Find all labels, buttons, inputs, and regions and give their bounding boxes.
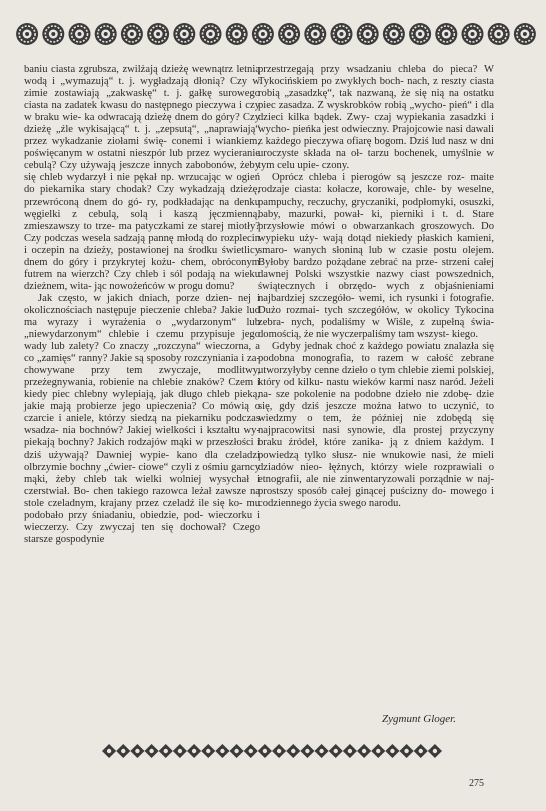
paragraph-left-2: Jak często, w jakich dniach, porze dzien- nej i okolicznościach następuje pieczenie chleba? Jakie lud ma wyrazy i wyrażenia o „wydarzonym“ lub „niewydarzonym“ chlebie i czemu przypisuje jego wady lub zalety? Co znaczy „rozczyna“ wieczorna, a co „zamięs“ ranny? Jakie są sposoby rozczyniania i za- chowywane przy tem zwyczaje, modlitwy, przeżegnywania, robienie na chlebie znaków? Czem i kiedy piec chlebny wylepiają, jak długo chleb pieką, jakie mają probierze jego upieczenia? Co mówią o czarcie i aniele, którzy siedzą na piekarniku podczas wsadza- nia bochnów? Jakiej wielkości i kształtu wy- piekają bochny? Jakich rodzajów mąki w przeszłości i dziś używają? Dawniej wypie- kano dla czeladzi olbrzymie bochny „ćwier- ciowe“ czyli z ośmiu garncy mąki, żeby chleb tak wielki wolniej wysychał i czerstwiał. Bo- chen takiego razowca leżał zawsze na stole czeladnym, krajany przez czeladź ile się ko- mu podobało przy śniadaniu, obiedzie, pod- wieczorku i wieczerzy. Czy zwyczaj ten się dochował? Czego starsze gospodynie xyxy=(24,292,260,545)
right-column xyxy=(258,64,494,510)
paragraph-right-1: przestrzegają przy wsadzaniu chleba do pieca? W Tykocińskiem po zwykłych boch- nach, z reszty ciasta robią „zasadzkę“, tak nazwaną, że się nią na ostatku piec zasadza. Z wyskrobków robią „wycho- pień“ i dla dzieci kilka bądek. Zwy- czaj wypiekania zasadzki i wycho- pieńka jest odwieczny. Prajojcowie nasi dawali z każdego pieczywa ofiarę bogom. Dziś lud nasz w dni uroczyste składa na oł- tarzu bochenek, umyślnie w tym celu upie- czony. xyxy=(258,64,494,172)
ornamental-footer-border xyxy=(102,743,442,759)
page-number: 275 xyxy=(469,778,484,789)
paragraph-right-3: Gdyby jednak choć z każdego powiatu znalazła się podobna monografia, to razem w całość zebrane utworzyłyby cenne dzieło o tym chlebie ziemi polskiej, który od kilku- nastu wieków karmi nasz naród. Jeżeli na- sze pokolenie na podobne dzieło nie zdobę- dzie się, gdy dziś jeszcze można łatwo to uczynić, to wiedzmy o tem, że później nie zdobędą się najpracowitsi nasi synowie, dla prostej przyczyny braku źródeł, które zanika- ją z dniem każdym. I powiedzą tylko słusz- nie wnukowie nasi, że mieli dziadów nieo- łężnych, którzy wiele rozprawiali o etnografii, ale nie zinwentaryzowali porządnie w naj- prostszy sposób całej ginącej puścizny do- mowego i codziennego życia swego narodu. xyxy=(258,341,494,509)
ornamental-header-border xyxy=(14,14,538,54)
paragraph-left-1: baniu ciasta zgrubsza, zwilżają dzieżę wewnątrz letnią wodą i „wymazują“ t. j. wygładzają dłonią? Czy w zimie zostawiają „zakwaskę“ t. j. gałkę surowego ciasta na zadatek kwasu do następnego pieczywa i czy w braku wie- ka odwracają dzieżę dnem do góry? Czy dzieżę „źle wykisającą“ t. j. „zepsutą“, „naprawiają“ przez wykadzanie ziołami świę- conemi i wiankiem, poświęcanym w ostatni nieszpór lub przez wycieranie cebulą? Czy używają jeszcze innych zabobonów, żeby się chleb wydarzył i nie pękał np. wrzucając w ogień do piekarnika stary chodak? Czy wykadzają dzieżę, przewróconą dnem do gó- ry, podkładając na denku węgielki z cebulą, solą i kaszą jęczmienną, zmieszawszy to trze- ma patyczkami ze starej miotły? Czy podczas wesela sadzają pannę młodą do rozplecin i oczepin na dzieży, postawionej na środku świetlicy dnem do góry i przykrytej kożu- chem, obróconym futrem na wierzch? Czy chleb i sól podają na wieku dzieżnem, wita- jąc nowożeńców w progu domu? xyxy=(24,64,260,292)
author-signature: Zygmunt Gloger. xyxy=(382,713,456,725)
paragraph-right-2: Oprócz chleba i pierogów są jeszcze roz- maite rodzaje ciasta: kołacze, korowaje, chle- by weselne, pampuchy, reczuchy, gryczaniki, podpłomyki, osuszki, baby, mazurki, pował- ki, pierniki i t. d. Stare przysłowie mówi o obwarzankach groszowych. Do wypieku uży- wają dotąd niekiedy płaskich kamieni, smaro- wanych słoniną lub w czasie postu olejem. Byłoby bardzo pożądane zebrać na prze- strzeni całej dawnej Polski wszystkie nazwy ciast powszednich, świątecznych i obrzędo- wych z objaśnieniami najbardziej szczegóło- wemi, ich rysunki i fotografie. Dużo rozmai- tych szczegółów, w okolicy Tykocina zebra- nych, podaliśmy w Wiśle, z zupełną świa- domością, że nie wyczerpaliśmy tam wszyst- kiego. xyxy=(258,172,494,341)
left-column xyxy=(24,64,260,546)
